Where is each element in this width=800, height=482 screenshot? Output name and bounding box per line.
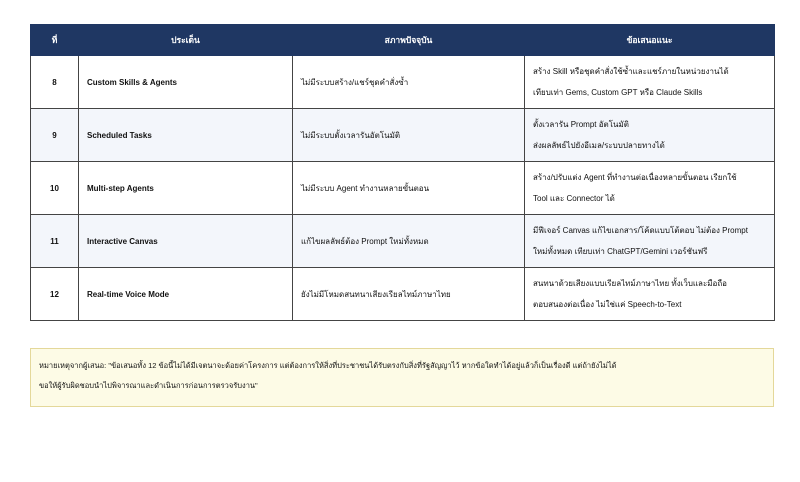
header-suggestion: ข้อเสนอแนะ [525,25,775,56]
table-row [31,56,775,109]
table-row [31,109,775,162]
remark-line: ขอให้ผู้รับผิดชอบนำไปพิจารณาและดำเนินการก่อนการตรวจรับงาน" [39,381,258,390]
row-current: แก้ไขผลลัพธ์ต้อง Prompt ใหม่ทั้งหมด [293,215,525,268]
header-current: สภาพปัจจุบัน [293,25,525,56]
row-suggestion [525,162,775,215]
row-topic: Multi-step Agents [79,162,293,215]
suggestion-line: ส่งผลลัพธ์ไปยังอีเมล/ระบบปลายทางได้ [533,141,665,150]
suggestion-line: สร้าง/ปรับแต่ง Agent ที่ทำงานต่อเนื่องหลายขั้นตอน เรียกใช้ [533,173,737,182]
row-suggestion [525,215,775,268]
row-topic: Real-time Voice Mode [79,268,293,321]
row-number: 10 [31,162,79,215]
row-suggestion [525,268,775,321]
table-row [31,162,775,215]
row-current: ไม่มีระบบสร้าง/แชร์ชุดคำสั่งซ้ำ [293,56,525,109]
row-current: ไม่มีระบบตั้งเวลารันอัตโนมัติ [293,109,525,162]
row-number: 8 [31,56,79,109]
row-current: ไม่มีระบบ Agent ทำงานหลายขั้นตอน [293,162,525,215]
suggestion-line: ใหม่ทั้งหมด เทียบเท่า ChatGPT/Gemini เวอร์ชันฟรี [533,247,708,256]
row-number: 12 [31,268,79,321]
row-current: ยังไม่มีโหมดสนทนาเสียงเรียลไทม์ภาษาไทย [293,268,525,321]
row-suggestion [525,56,775,109]
suggestion-line: สร้าง Skill หรือชุดคำสั่งใช้ซ้ำและแชร์ภายในหน่วยงานได้ [533,67,729,76]
remark-line: หมายเหตุจากผู้เสนอ: "ข้อเสนอทั้ง 12 ข้อนี้ไม่ได้มีเจตนาจะด้อยค่าโครงการ แต่ต้องการให้สิ่งที่ประชาชนได้รับตรงกับสิ่งที่รัฐสัญญาไว้ หากข้อใดทำได้อยู่แล้วก็เป็นเรื่องดี แต่ถ้ายังไม่ได้ [39,361,617,370]
suggestion-line: สนทนาด้วยเสียงแบบเรียลไทม์ภาษาไทย ทั้งเว็บและมือถือ [533,279,727,288]
proposal-table [30,24,775,321]
row-number: 11 [31,215,79,268]
row-topic: Scheduled Tasks [79,109,293,162]
suggestion-line: Tool และ Connector ได้ [533,194,615,203]
table-row [31,215,775,268]
row-number: 9 [31,109,79,162]
header-topic: ประเด็น [79,25,293,56]
suggestion-line: ตั้งเวลารัน Prompt อัตโนมัติ [533,120,629,129]
table-header-row [31,25,775,56]
row-topic: Interactive Canvas [79,215,293,268]
table-row [31,268,775,321]
suggestion-line: ตอบสนองต่อเนื่อง ไม่ใช่แค่ Speech-to-Text [533,300,682,309]
row-topic: Custom Skills & Agents [79,56,293,109]
remark-box [30,348,774,407]
row-suggestion [525,109,775,162]
suggestion-line: มีฟีเจอร์ Canvas แก้ไขเอกสาร/โค้ดแบบโต้ตอบ ไม่ต้อง Prompt [533,226,748,235]
suggestion-line: เทียบเท่า Gems, Custom GPT หรือ Claude Skills [533,88,703,97]
header-no: ที่ [31,25,79,56]
